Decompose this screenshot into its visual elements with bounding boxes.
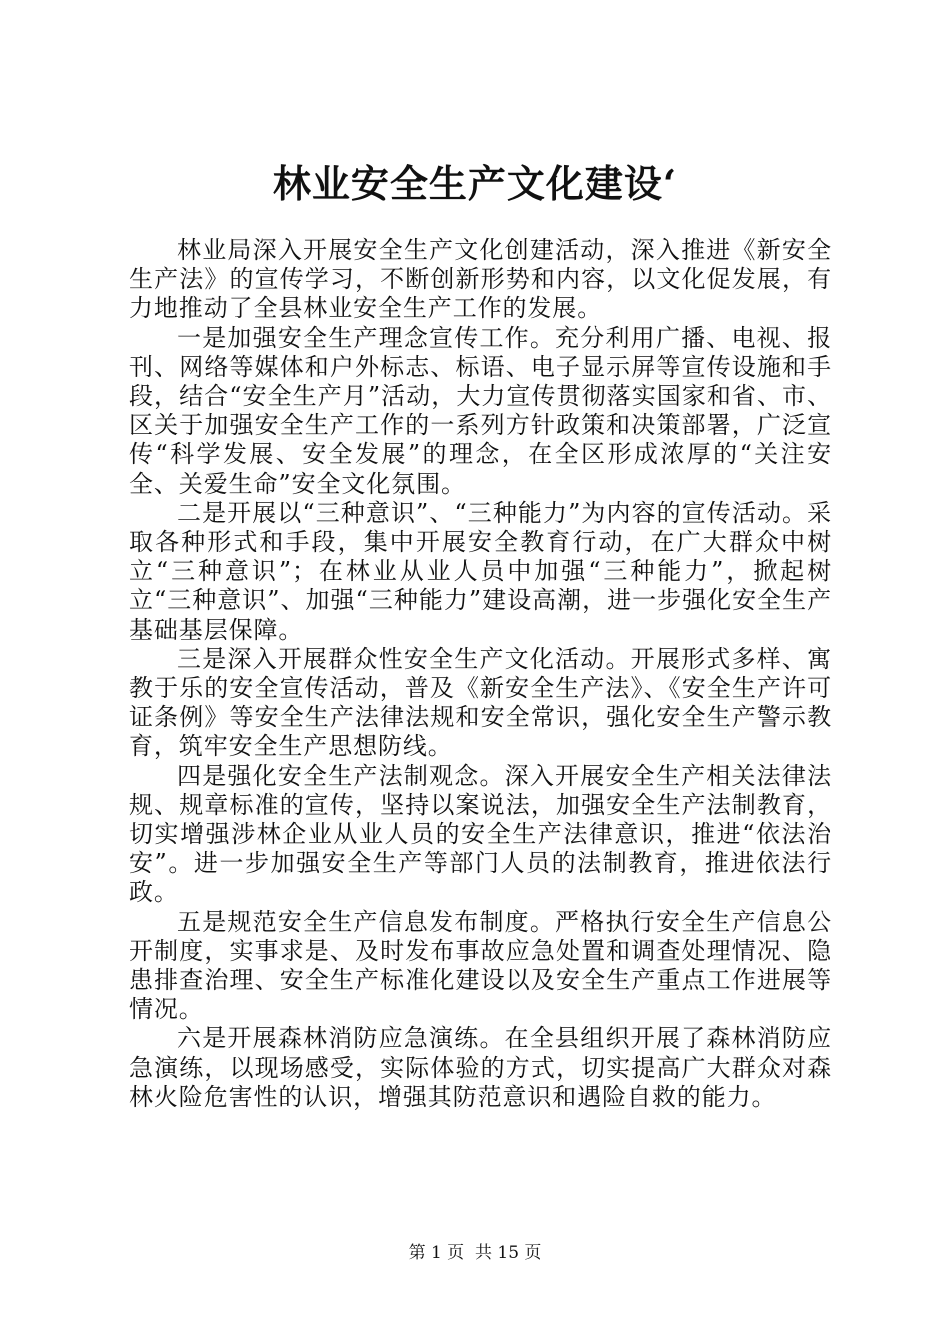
paragraph-3: 三是深入开展群众性安全生产文化活动。开展形式多样、寓教于乐的安全宣传活动，普及《新安全生产法》、《安全生产许可证条例》等安全生产法律法规和安全常识，强化安全生产警示教育，筑牢安全生产思想防线。	[129, 644, 832, 761]
document-body	[129, 236, 832, 1112]
paragraph-5: 五是规范安全生产信息发布制度。严格执行安全生产信息公开制度，实事求是、及时发布事故应急处置和调查处理情况、隐患排查治理、安全生产标准化建设以及安全生产重点工作进展等情况。	[129, 907, 832, 1024]
page-number-footer: 第 1 页 共 15 页	[408, 1243, 542, 1263]
paragraph-2: 二是开展以“三种意识”、“三种能力”为内容的宣传活动。采取各种形式和手段，集中开展安全教育行动，在广大群众中树立“三种意识”；在林业从业人员中加强“三种能力”，掀起树立“三种意识”、加强“三种能力”建设高潮，进一步强化安全生产基础基层保障。	[129, 498, 832, 644]
paragraph-1: 一是加强安全生产理念宣传工作。充分利用广播、电视、报刊、网络等媒体和户外标志、标语、电子显示屏等宣传设施和手段，结合“安全生产月”活动，大力宣传贯彻落实国家和省、市、区关于加强安全生产工作的一系列方针政策和决策部署，广泛宣传“科学发展、安全发展”的理念，在全区形成浓厚的“关注安全、关爱生命”安全文化氛围。	[129, 323, 832, 498]
paragraph-6: 六是开展森林消防应急演练。在全县组织开展了森林消防应急演练，以现场感受，实际体验的方式，切实提高广大群众对森林火险危害性的认识，增强其防范意识和遇险自救的能力。	[129, 1024, 832, 1111]
paragraph-4: 四是强化安全生产法制观念。深入开展安全生产相关法律法规、规章标准的宣传，坚持以案说法，加强安全生产法制教育，切实增强涉林企业从业人员的安全生产法律意识，推进“依法治安”。进一步加强安全生产等部门人员的法制教育，推进依法行政。	[129, 761, 832, 907]
paragraph-intro: 林业局深入开展安全生产文化创建活动，深入推进《新安全生产法》的宣传学习，不断创新形势和内容，以文化促发展，有力地推动了全县林业安全生产工作的发展。	[129, 236, 832, 323]
document-title: 林业安全生产文化建设‘	[272, 161, 678, 206]
